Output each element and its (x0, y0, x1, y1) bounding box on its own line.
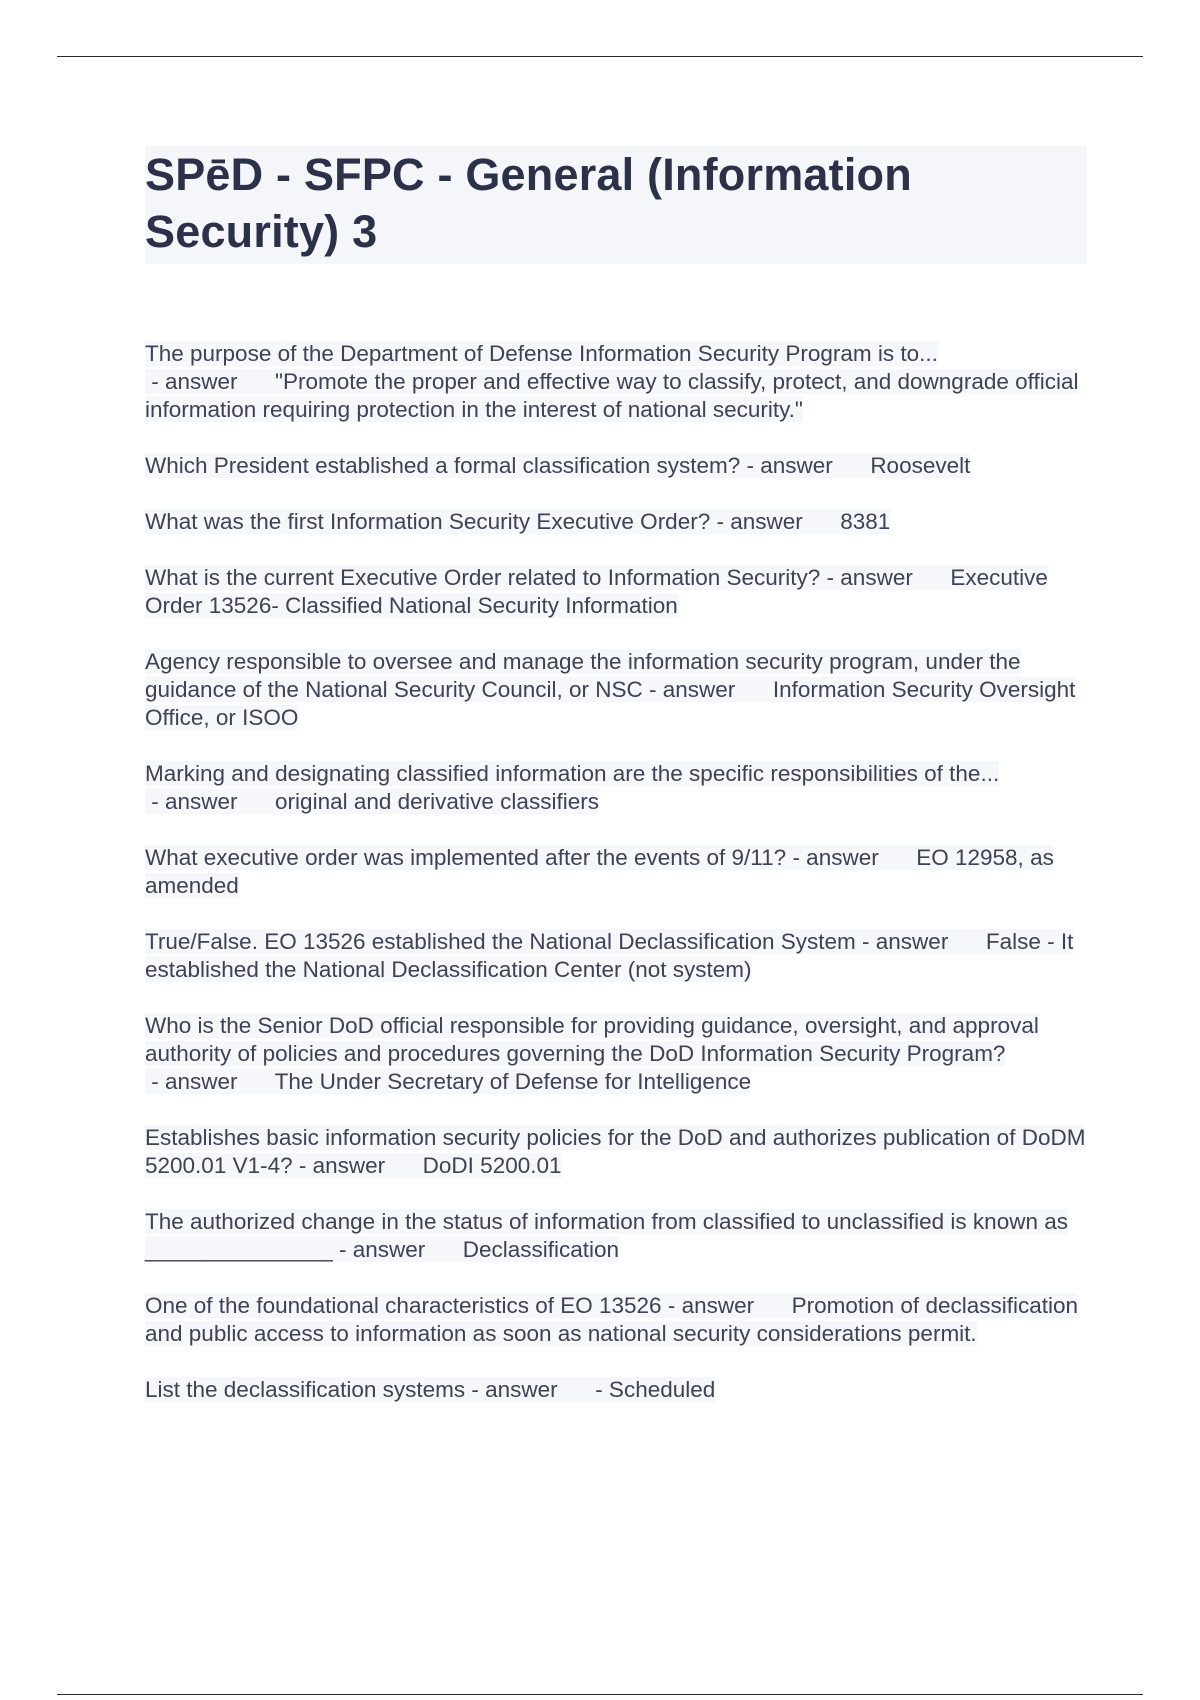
answer-separator: - answer (145, 369, 276, 394)
question: What was the first Information Security Executive Order? (145, 509, 711, 534)
bottom-rule (57, 1694, 1143, 1695)
question: The authorized change in the status of information from classified to unclassified is known as _______________ (145, 1209, 1068, 1262)
answer-separator: - answer (855, 929, 986, 954)
answer: Promotion of declassification and public access to information as soon as national security considerations permit. (145, 1293, 1079, 1346)
answer-separator: - answer (465, 1377, 596, 1402)
answer-separator: - answer (145, 1069, 275, 1094)
answer: Executive Order 13526- Classified National Security Information (145, 565, 1048, 618)
answer-separator: - answer (710, 509, 841, 534)
question: List the declassification systems (145, 1377, 466, 1402)
question: What executive order was implemented after the events of 9/11? (145, 845, 787, 870)
answer: Roosevelt (870, 453, 971, 478)
answer: The Under Secretary of Defense for Intelligence (274, 1069, 752, 1094)
answer: 8381 (840, 509, 891, 534)
question: Marking and designating classified information are the specific responsibilities of the... (145, 761, 1000, 786)
question: One of the foundational characteristics of EO 13526 (145, 1293, 662, 1318)
qa-item-11 (145, 1208, 1095, 1264)
qa-item-8 (145, 928, 1095, 984)
qa-item-4 (145, 564, 1095, 620)
answer-separator: - answer (740, 453, 871, 478)
answer-separator: - answer (292, 1153, 423, 1178)
qa-item-12 (145, 1292, 1095, 1348)
answer-separator: - answer (661, 1293, 792, 1318)
question: Establishes basic information security policies for the DoD and authorizes publication of DoDM 5200.01 V1-4? (145, 1125, 1086, 1178)
question: Which President established a formal classification system? (145, 453, 741, 478)
question: What is the current Executive Order related to Information Security? (145, 565, 821, 590)
qa-item-1 (145, 340, 1095, 424)
qa-item-13 (145, 1376, 1095, 1404)
question: Agency responsible to oversee and manage the information security program, under the guidance of the National Security Council, or NSC (145, 649, 1021, 702)
question: The purpose of the Department of Defense Information Security Program is to... (145, 341, 938, 366)
qa-item-7 (145, 844, 1095, 900)
answer: False - It established the National Declassification Center (not system) (145, 929, 1074, 982)
answer: - Scheduled (595, 1377, 716, 1402)
answer-separator: - answer (786, 845, 917, 870)
answer: original and derivative classifiers (275, 789, 599, 814)
qa-item-6 (145, 760, 1095, 816)
answer: Information Security Oversight Office, or ISOO (145, 677, 1076, 730)
answer-separator: - answer (820, 565, 951, 590)
answer: "Promote the proper and effective way to classify, protect, and downgrade official information requiring protection in the interest of national security." (145, 369, 1079, 422)
top-rule (57, 56, 1143, 57)
qa-item-9 (145, 1012, 1095, 1096)
question: Who is the Senior DoD official responsible for providing guidance, oversight, and approval authority of policies and procedures governing the DoD Information Security Program? (145, 1013, 1039, 1066)
answer: Declassification (462, 1237, 620, 1262)
qa-item-2 (145, 452, 1095, 480)
qa-list (145, 340, 1095, 1432)
qa-item-10 (145, 1124, 1095, 1180)
answer-separator: - answer (332, 1237, 463, 1262)
answer-separator: - answer (145, 789, 276, 814)
answer-separator: - answer (642, 677, 773, 702)
qa-item-3 (145, 508, 1095, 536)
document-title: SPēD - SFPC - General (Information Security) 3 (145, 149, 912, 257)
title-block (145, 146, 1087, 264)
qa-item-5 (145, 648, 1095, 732)
answer: DoDI 5200.01 (422, 1153, 562, 1178)
question: True/False. EO 13526 established the National Declassification System (145, 929, 856, 954)
answer: EO 12958, as amended (145, 845, 1054, 898)
